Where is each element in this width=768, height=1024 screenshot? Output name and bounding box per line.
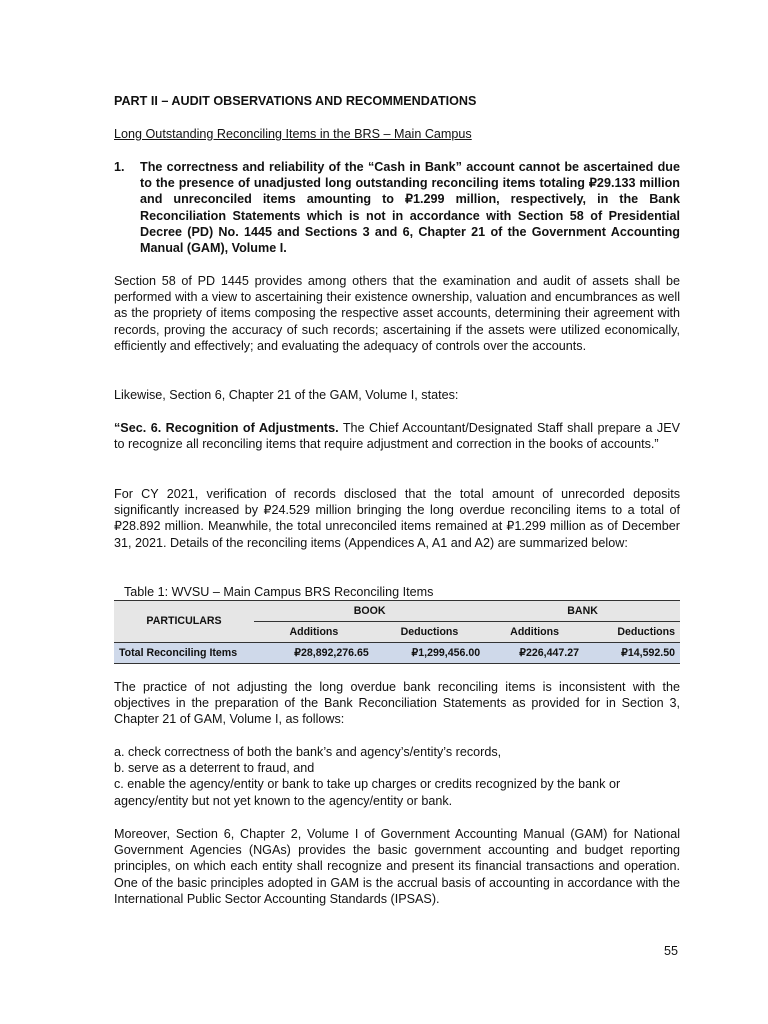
document-page bbox=[114, 0, 680, 1024]
finding-text: The correctness and reliability of the “Cash in Bank” account cannot be ascertained due to the presence of unadjusted long outstanding reconciling items totaling ₽29.133 million and unreconciled items amounting to ₽1.299 million, respectively, in the Bank Reconciliation Statements which is not in accordance with Section 58 of Presidential Decree (PD) No. 1445 and Sections 3 and 6, Chapter 21 of the Government Accounting Manual (GAM), Volume I. bbox=[140, 160, 680, 256]
value-bank-additions: ₽226,447.27 bbox=[485, 643, 584, 664]
quote-bold: “Sec. 6. Recognition of Adjustments. bbox=[114, 421, 339, 435]
paragraph-likewise: Likewise, Section 6, Chapter 21 of the GAM, Volume I, states: bbox=[114, 388, 459, 402]
reconciling-items-table bbox=[114, 600, 680, 664]
table-row bbox=[114, 643, 680, 664]
value-book-deductions: ₽1,299,456.00 bbox=[374, 643, 485, 664]
paragraph-practice: The practice of not adjusting the long overdue bank reconciling items is inconsistent with the objectives in the preparation of the Bank Reconciliation Statements as provided for in Section 3, Chapter 21 of GAM, Volume I, as follows: bbox=[114, 680, 680, 727]
paragraph-section-58: Section 58 of PD 1445 provides among others that the examination and audit of assets shall be performed with a view to ascertaining their existence ownership, valuation and encumbrances as well as the propriety of items composing the respective asset accounts, determining their agreement with records, proving the accuracy of such records; ascertaining if the assets were utilized economically, efficiently and effectively; and evaluating the adequacy of controls over the accounts. bbox=[114, 274, 680, 353]
paragraph-moreover: Moreover, Section 6, Chapter 2, Volume I of Government Accounting Manual (GAM) for National Government Agencies (NGAs) provides the basic government accounting and budget reporting principles, on which each entity shall recognize and present its financial transactions and operation. One of the basic principles adopted in GAM is the accrual basis of accounting in accordance with the International Public Sector Accounting Standards (IPSAS). bbox=[114, 827, 680, 906]
list-item: a. check correctness of both the bank’s and agency’s/entity’s records, bbox=[114, 745, 502, 759]
table-caption: Table 1: WVSU – Main Campus BRS Reconciling Items bbox=[124, 585, 434, 599]
col-book-additions: Additions bbox=[254, 622, 374, 643]
quote-sec-6 bbox=[114, 420, 680, 452]
value-book-additions: ₽28,892,276.65 bbox=[254, 643, 374, 664]
page-number: 55 bbox=[663, 944, 678, 958]
finding-number: 1. bbox=[114, 160, 125, 174]
part-title: PART II – AUDIT OBSERVATIONS AND RECOMMENDATIONS bbox=[114, 94, 477, 108]
col-book-deductions: Deductions bbox=[374, 622, 485, 643]
value-bank-deductions: ₽14,592.50 bbox=[584, 643, 680, 664]
finding-1 bbox=[114, 159, 680, 256]
paragraph-cy-2021: For CY 2021, verification of records disclosed that the total amount of unrecorded deposits significantly increased by ₽24.529 million bringing the long overdue reconciling items to a total of ₽28.892 million. Meanwhile, the total unreconciled items remained at ₽1.299 million as of December 31, 2021. Details of the reconciling items (Appendices A, A1 and A2) are summarized below: bbox=[114, 487, 680, 550]
col-bank-deductions: Deductions bbox=[584, 622, 680, 643]
col-group-bank: BANK bbox=[485, 601, 680, 622]
section-title: Long Outstanding Reconciling Items in the BRS – Main Campus bbox=[114, 127, 472, 141]
objectives-list bbox=[114, 744, 680, 809]
row-label: Total Reconciling Items bbox=[114, 643, 254, 664]
list-item: b. serve as a deterrent to fraud, and bbox=[114, 761, 315, 776]
col-bank-additions: Additions bbox=[485, 622, 584, 643]
list-item: c. enable the agency/entity or bank to take up charges or credits recognized by the bank or agency/entity but not yet known to the agency/entity or bank. bbox=[114, 777, 621, 808]
quote-text: The Chief Accountant/Designated Staff shall prepare a JEV to recognize all reconciling items that require adjustment and correction in the books of accounts.” bbox=[114, 421, 680, 452]
col-group-book: BOOK bbox=[254, 601, 485, 622]
col-particulars: PARTICULARS bbox=[114, 601, 254, 643]
